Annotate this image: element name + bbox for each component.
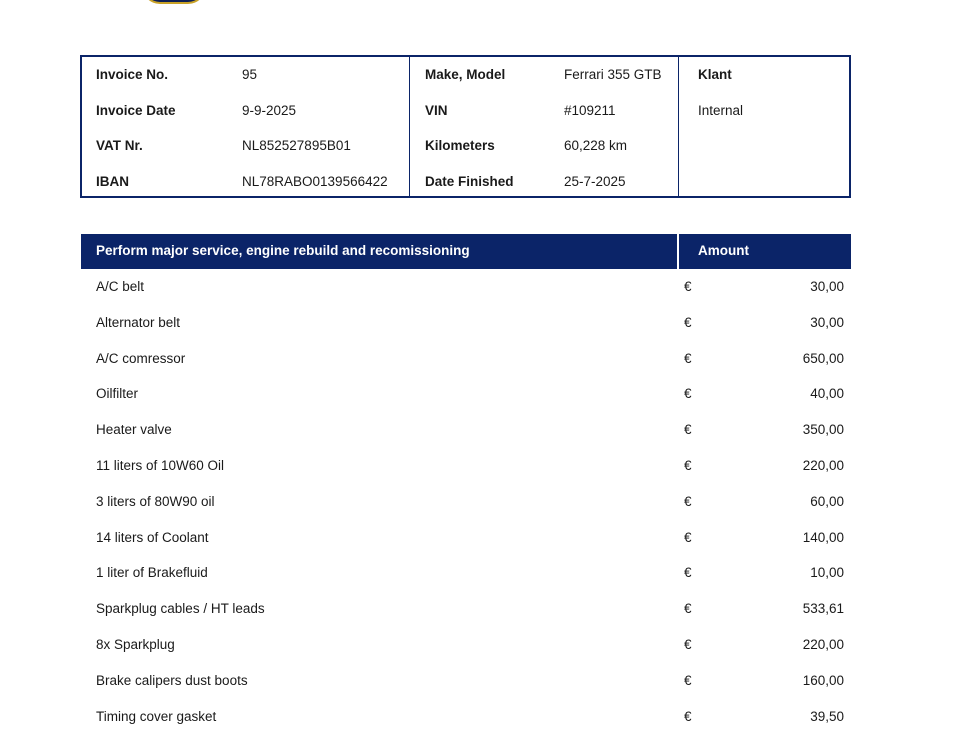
currency-symbol: € [684,350,692,366]
line-item-amount: 39,50 [810,708,844,724]
invoice-no-label: Invoice No. [96,67,169,82]
invoice-no-value: 95 [242,67,258,82]
vin-label: VIN [425,103,448,118]
client-label: Klant [698,67,732,82]
date-finished-label: Date Finished [425,174,514,189]
line-item-amount: 650,00 [802,350,844,366]
line-item-description: Heater valve [96,422,172,438]
line-item-row [81,270,851,306]
line-item-description: 3 liters of 80W90 oil [96,493,215,509]
line-item-amount: 40,00 [810,386,844,402]
currency-symbol: € [684,279,692,294]
header-divider [677,234,679,269]
line-item-row [81,485,851,521]
line-item-row [81,306,851,342]
currency-symbol: € [684,708,692,724]
line-item-amount: 220,00 [802,636,844,652]
service-title: Perform major service, engine rebuild and recomissioning [96,243,470,258]
line-item-amount: 30,00 [810,279,844,294]
currency-symbol: € [684,672,692,688]
make-model-label: Make, Model [425,67,506,82]
line-item-row [81,377,851,413]
line-item-row [81,664,851,700]
line-item-description: 14 liters of Coolant [96,529,209,545]
iban-value: NL78RABO0139566422 [242,174,388,189]
currency-symbol: € [684,457,692,473]
line-item-row [81,556,851,592]
line-item-amount: 60,00 [810,493,844,509]
line-item-description: 8x Sparkplug [96,636,175,652]
currency-symbol: € [684,314,692,330]
line-item-row [81,628,851,664]
line-item-description: Timing cover gasket [96,708,217,724]
line-item-description: 1 liter of Brakefluid [96,565,208,581]
vat-value: NL852527895B01 [242,138,351,153]
line-item-row [81,342,851,378]
date-finished-value: 25-7-2025 [564,174,626,189]
currency-symbol: € [684,529,692,545]
invoice-info-box [80,55,851,198]
currency-symbol: € [684,601,692,617]
line-item-row [81,521,851,557]
iban-label: IBAN [96,174,129,189]
line-item-description: Brake calipers dust boots [96,672,248,688]
line-item-description: Alternator belt [96,314,181,330]
client-value: Internal [698,103,744,118]
line-item-description: 11 liters of 10W60 Oil [96,457,225,473]
vat-label: VAT Nr. [96,138,143,153]
line-item-description: Oilfilter [96,386,139,402]
line-item-amount: 10,00 [810,565,844,581]
currency-symbol: € [684,636,692,652]
line-item-amount: 140,00 [802,529,844,545]
line-item-row [81,413,851,449]
line-item-description: A/C belt [96,279,145,294]
line-item-row [81,700,851,735]
line-item-amount: 30,00 [810,314,844,330]
currency-symbol: € [684,422,692,438]
column-divider [678,57,679,196]
line-item-amount: 350,00 [802,422,844,438]
amount-header: Amount [698,243,749,258]
make-model-value: Ferrari 355 GTB [564,67,662,82]
currency-symbol: € [684,386,692,402]
kilometers-value: 60,228 km [564,138,628,153]
currency-symbol: € [684,493,692,509]
company-logo [142,0,206,4]
currency-symbol: € [684,565,692,581]
line-items-list [81,270,851,735]
line-item-amount: 160,00 [802,672,844,688]
line-items-header [81,234,851,269]
line-item-row [81,449,851,485]
line-item-row [81,592,851,628]
kilometers-label: Kilometers [425,138,495,153]
invoice-date-label: Invoice Date [96,103,176,118]
line-item-amount: 220,00 [802,457,844,473]
vin-value: #109211 [564,103,616,118]
line-item-description: Sparkplug cables / HT leads [96,601,265,617]
column-divider [409,57,410,196]
line-item-amount: 533,61 [802,601,844,617]
line-item-description: A/C comressor [96,350,186,366]
invoice-date-value: 9-9-2025 [242,103,297,118]
